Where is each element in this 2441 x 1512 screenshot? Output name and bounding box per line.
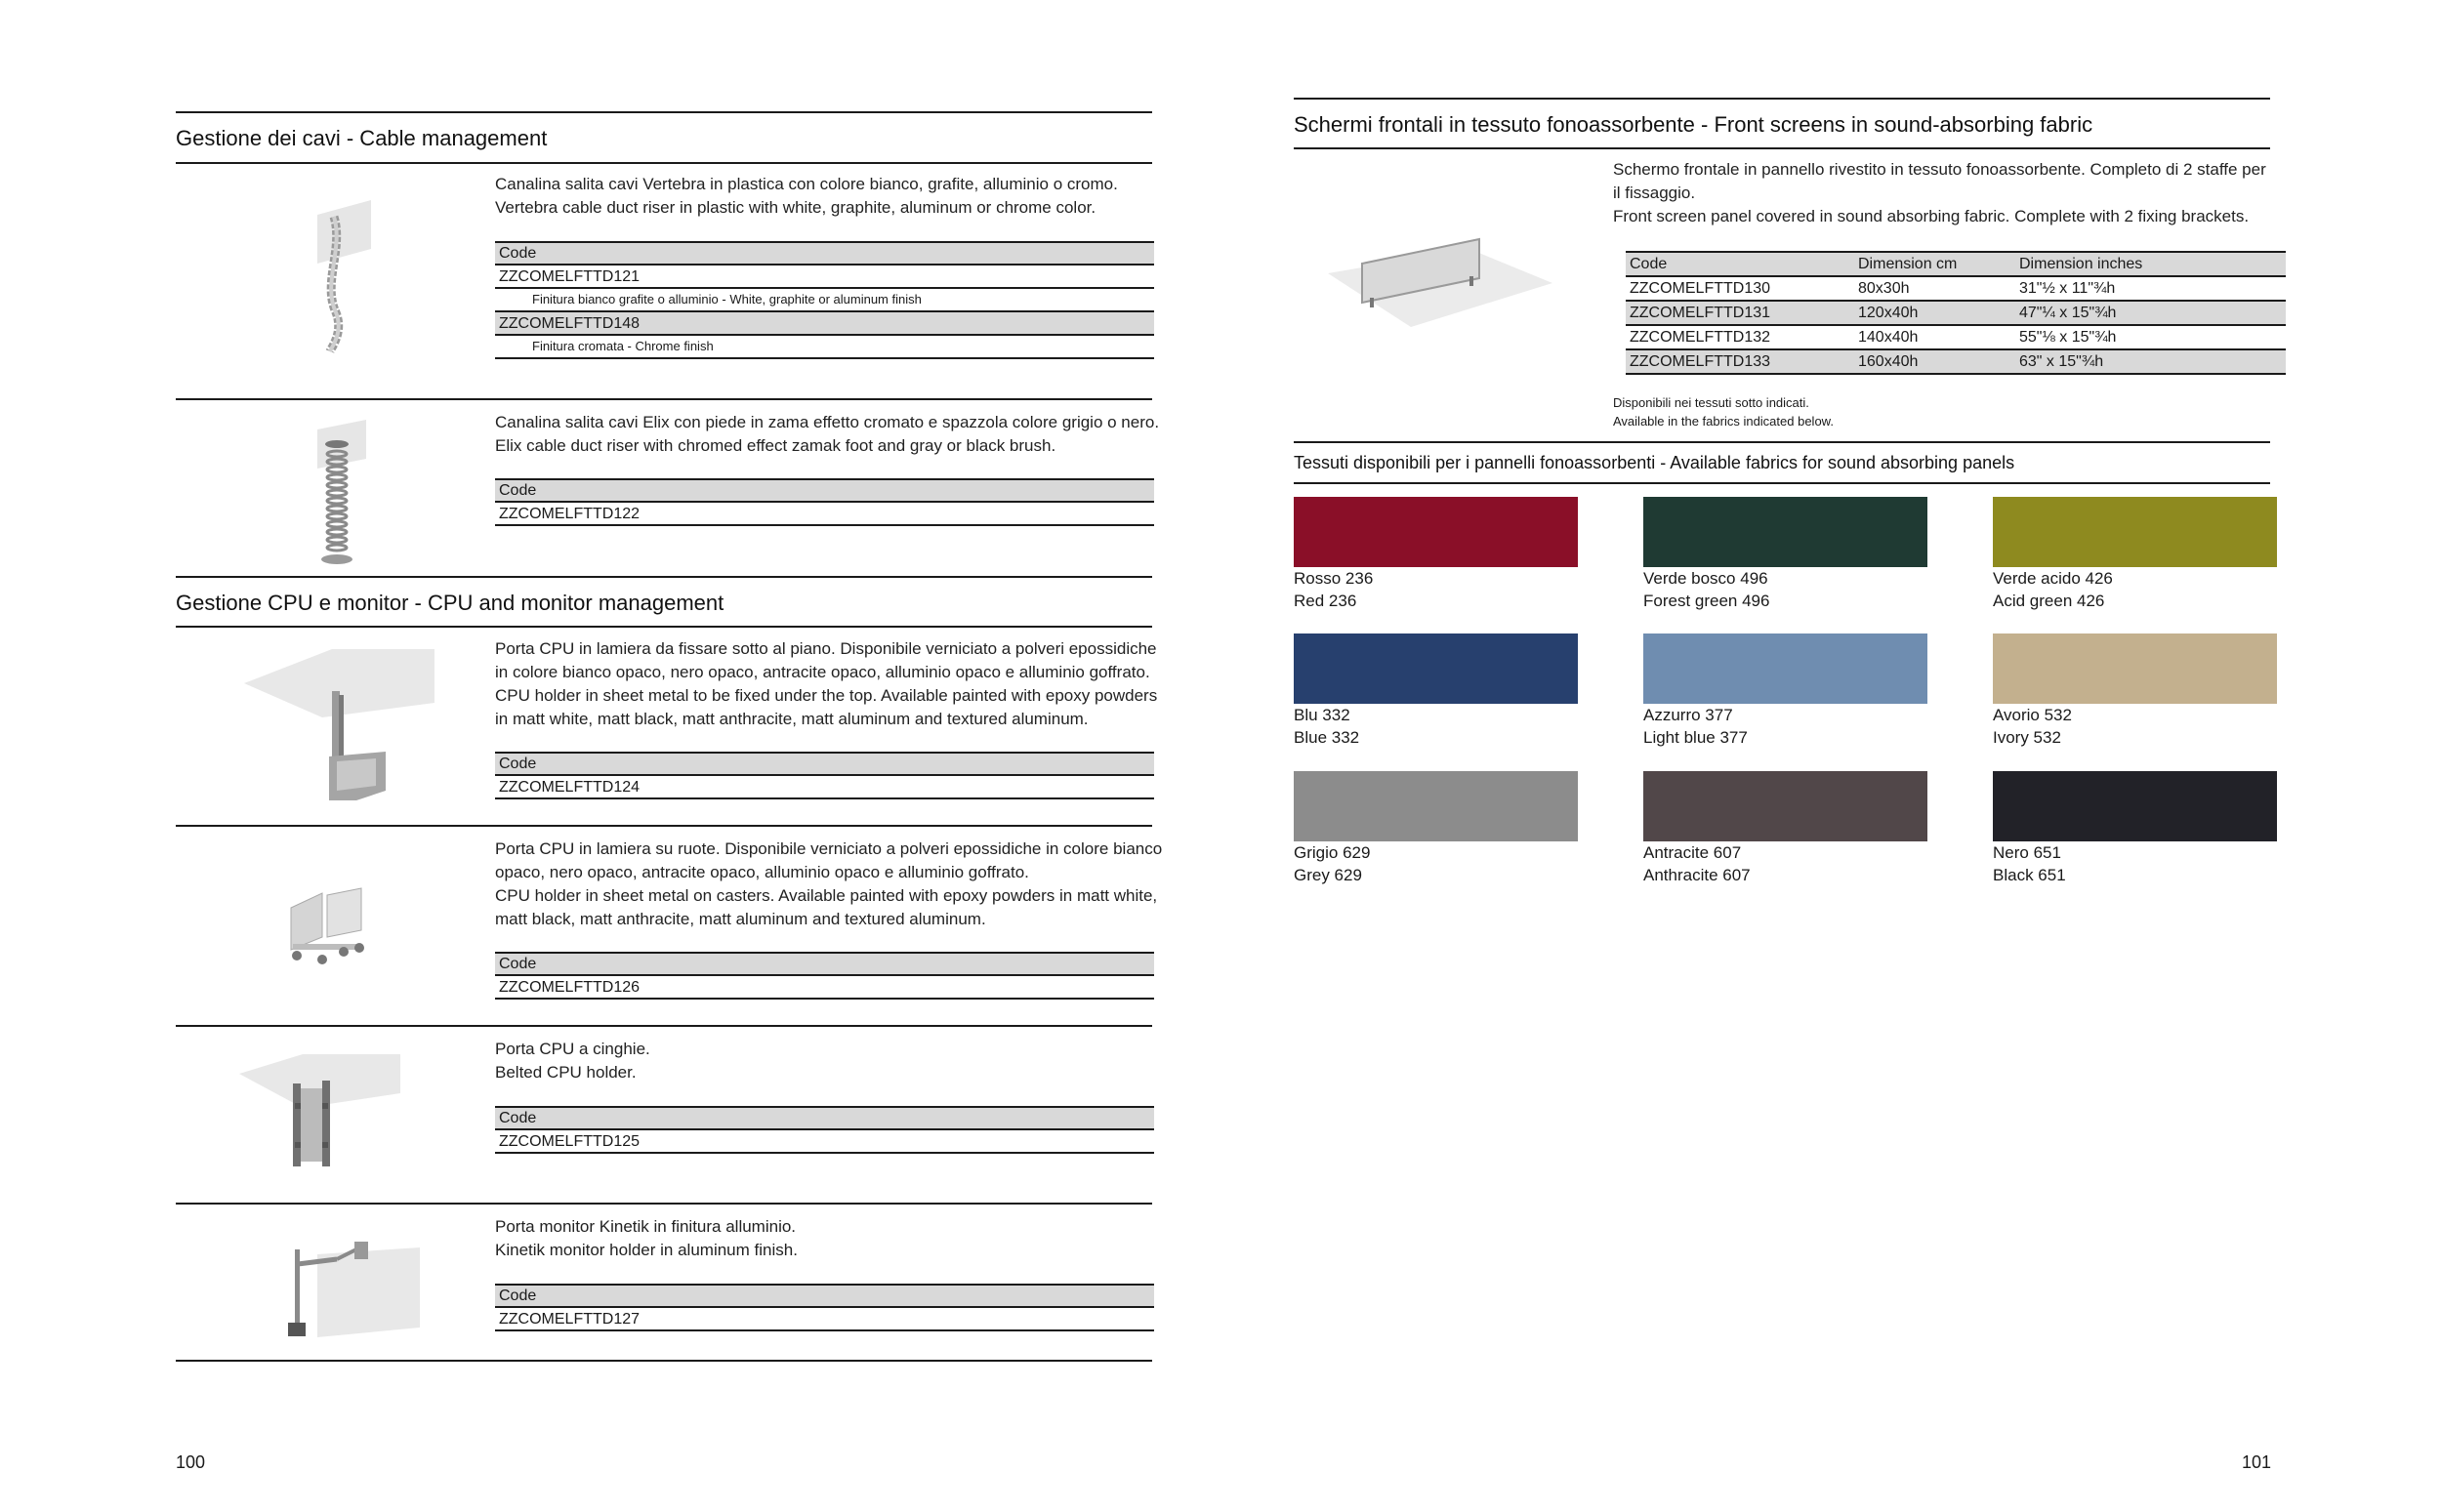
kinetik-monitor-holder-illustration xyxy=(278,1240,425,1342)
column-header: Dimension cm xyxy=(1858,256,1958,272)
product-code: ZZCOMELFTTD121 xyxy=(495,266,1154,289)
fabric-name-en: Acid green 426 xyxy=(1993,592,2105,610)
fabric-name-en: Blue 332 xyxy=(1294,728,1360,747)
fabric-swatch xyxy=(1294,633,1578,704)
fabric-name-en: Grey 629 xyxy=(1294,866,1362,884)
elix-cable-riser-illustration xyxy=(298,415,376,571)
belted-cpu-description: Porta CPU a cinghie. Belted CPU holder. xyxy=(495,1040,650,1082)
vertebra-code-table xyxy=(495,241,1154,359)
kinetik-code-table xyxy=(495,1284,1154,1331)
fabric-swatch xyxy=(1993,771,2277,841)
fabric-swatch xyxy=(1294,771,1578,841)
fabric-swatch xyxy=(1643,497,1927,567)
front-screen-dimension-table xyxy=(1626,251,2286,375)
belted-cpu-holder-illustration xyxy=(234,1049,405,1176)
front-screens-heading: Schermi frontali in tessuto fonoassorbente - Front screens in sound-absorbing fabric xyxy=(1294,112,2093,137)
fabric-swatch xyxy=(1643,771,1927,841)
front-screen-illustration xyxy=(1323,220,1557,332)
fabric-name-en: Black 651 xyxy=(1993,866,2066,884)
code-header: Code xyxy=(495,1106,1154,1130)
fabrics-heading: Tessuti disponibili per i pannelli fonoassorbenti - Available fabrics for sound absorbing panels xyxy=(1294,453,2015,472)
casters-cpu-description: Porta CPU in lamiera su ruote. Disponibile verniciato a polveri epossidiche in colore bianco opaco, nero opaco, antracite opaco, alluminio opaco e alluminio goffrato. CPU holder in sheet metal on casters. Available painted with epoxy powders in matt white, matt black, matt anthracite, matt aluminum and textured aluminum. xyxy=(495,839,1163,928)
fabric-label xyxy=(1643,704,1748,749)
table-row: ZZCOMELFTTD130 80x30h 31"½ x 11"¾h xyxy=(1626,277,2286,302)
cpu-holder-casters-illustration xyxy=(283,883,381,966)
code-header: Code xyxy=(495,752,1154,776)
under-top-cpu-holder-illustration xyxy=(239,644,434,810)
fabric-name-it: Verde acido 426 xyxy=(1993,569,2113,588)
fabric-label xyxy=(1294,567,1373,612)
table-row: ZZCOMELFTTD131 120x40h 47"¼ x 15"¾h xyxy=(1626,302,2286,326)
product-code: ZZCOMELFTTD148 xyxy=(495,312,1154,336)
fabric-label xyxy=(1294,704,1359,749)
fabric-name-it: Rosso 236 xyxy=(1294,569,1374,588)
elix-description: Canalina salita cavi Elix con piede in zama effetto cromato e spazzola colore grigio o nero. Elix cable duct riser with chromed effect zamak foot and gray or black brush. xyxy=(495,413,1160,455)
fabric-label xyxy=(1643,841,1751,886)
fabric-swatch xyxy=(1993,633,2277,704)
fabric-name-it: Nero 651 xyxy=(1993,843,2061,862)
fabric-name-it: Grigio 629 xyxy=(1294,843,1371,862)
column-header: Dimension inches xyxy=(2019,256,2143,272)
product-code: ZZCOMELFTTD125 xyxy=(495,1130,1154,1154)
fabric-name-it: Avorio 532 xyxy=(1993,706,2072,724)
fabric-name-it: Antracite 607 xyxy=(1643,843,1742,862)
fabric-name-it: Azzurro 377 xyxy=(1643,706,1733,724)
page-number-left: 100 xyxy=(176,1452,206,1472)
fabric-availability-note: Disponibili nei tessuti sotto indicati. Available in the fabrics indicated below. xyxy=(1613,395,1834,429)
fabric-name-en: Light blue 377 xyxy=(1643,728,1748,747)
front-screen-description: Schermo frontale in pannello rivestito in tessuto fonoassorbente. Completo di 2 staffe per il fissaggio. Front screen panel covered in sound absorbing fabric. Complete with 2 fixing brackets. xyxy=(1613,160,2266,225)
fabric-label xyxy=(1993,567,2113,612)
fabric-label xyxy=(1993,704,2072,749)
fabric-label xyxy=(1294,841,1370,886)
column-header: Code xyxy=(1630,256,1668,272)
cpu-monitor-heading: Gestione CPU e monitor - CPU and monitor management xyxy=(176,591,724,615)
page-number-right: 101 xyxy=(2242,1452,2272,1472)
table-row: ZZCOMELFTTD133 160x40h 63" x 15"¾h xyxy=(1626,350,2286,375)
product-code: ZZCOMELFTTD122 xyxy=(495,503,1154,526)
casters-cpu-code-table xyxy=(495,952,1154,1000)
code-header: Code xyxy=(495,1284,1154,1308)
table-row: ZZCOMELFTTD132 140x40h 55"⅛ x 15"¾h xyxy=(1626,326,2286,350)
fabric-name-en: Red 236 xyxy=(1294,592,1357,610)
fabric-swatch xyxy=(1643,633,1927,704)
vertebra-cable-riser-illustration xyxy=(293,195,391,361)
belted-cpu-code-table xyxy=(495,1106,1154,1154)
code-header: Code xyxy=(495,241,1154,266)
product-code: ZZCOMELFTTD127 xyxy=(495,1308,1154,1331)
fabric-label xyxy=(1993,841,2066,886)
kinetik-description: Porta monitor Kinetik in finitura alluminio. Kinetik monitor holder in aluminum finish. xyxy=(495,1217,798,1259)
code-header: Code xyxy=(495,478,1154,503)
product-code: ZZCOMELFTTD124 xyxy=(495,776,1154,799)
fabric-label xyxy=(1643,567,1769,612)
elix-code-table xyxy=(495,478,1154,526)
product-code: ZZCOMELFTTD126 xyxy=(495,976,1154,1000)
fabric-name-en: Anthracite 607 xyxy=(1643,866,1751,884)
table-header-row xyxy=(1626,251,2286,277)
code-header: Code xyxy=(495,952,1154,976)
under-top-cpu-code-table xyxy=(495,752,1154,799)
fabric-swatch xyxy=(1294,497,1578,567)
vertebra-description: Canalina salita cavi Vertebra in plastica con colore bianco, grafite, alluminio o cromo. Vertebra cable duct riser in plastic with white, graphite, aluminum or chrome color. xyxy=(495,175,1118,217)
fabric-swatch xyxy=(1993,497,2277,567)
fabric-name-en: Ivory 532 xyxy=(1993,728,2061,747)
cable-management-heading: Gestione dei cavi - Cable management xyxy=(176,126,548,150)
fabric-name-it: Blu 332 xyxy=(1294,706,1350,724)
fabric-name-en: Forest green 496 xyxy=(1643,592,1770,610)
finish-note: Finitura bianco grafite o alluminio - White, graphite or aluminum finish xyxy=(495,289,1154,312)
fabric-name-it: Verde bosco 496 xyxy=(1643,569,1768,588)
finish-note: Finitura cromata - Chrome finish xyxy=(495,336,1154,359)
under-top-cpu-description: Porta CPU in lamiera da fissare sotto al piano. Disponibile verniciato a polveri epossidiche in colore bianco opaco, nero opaco, antracite opaco, alluminio opaco e alluminio goffrato. CPU holder in sheet metal to be fixed under the top. Available painted with epoxy powders in matt white, matt black, matt anthracite, matt aluminum and textured aluminum. xyxy=(495,639,1158,728)
